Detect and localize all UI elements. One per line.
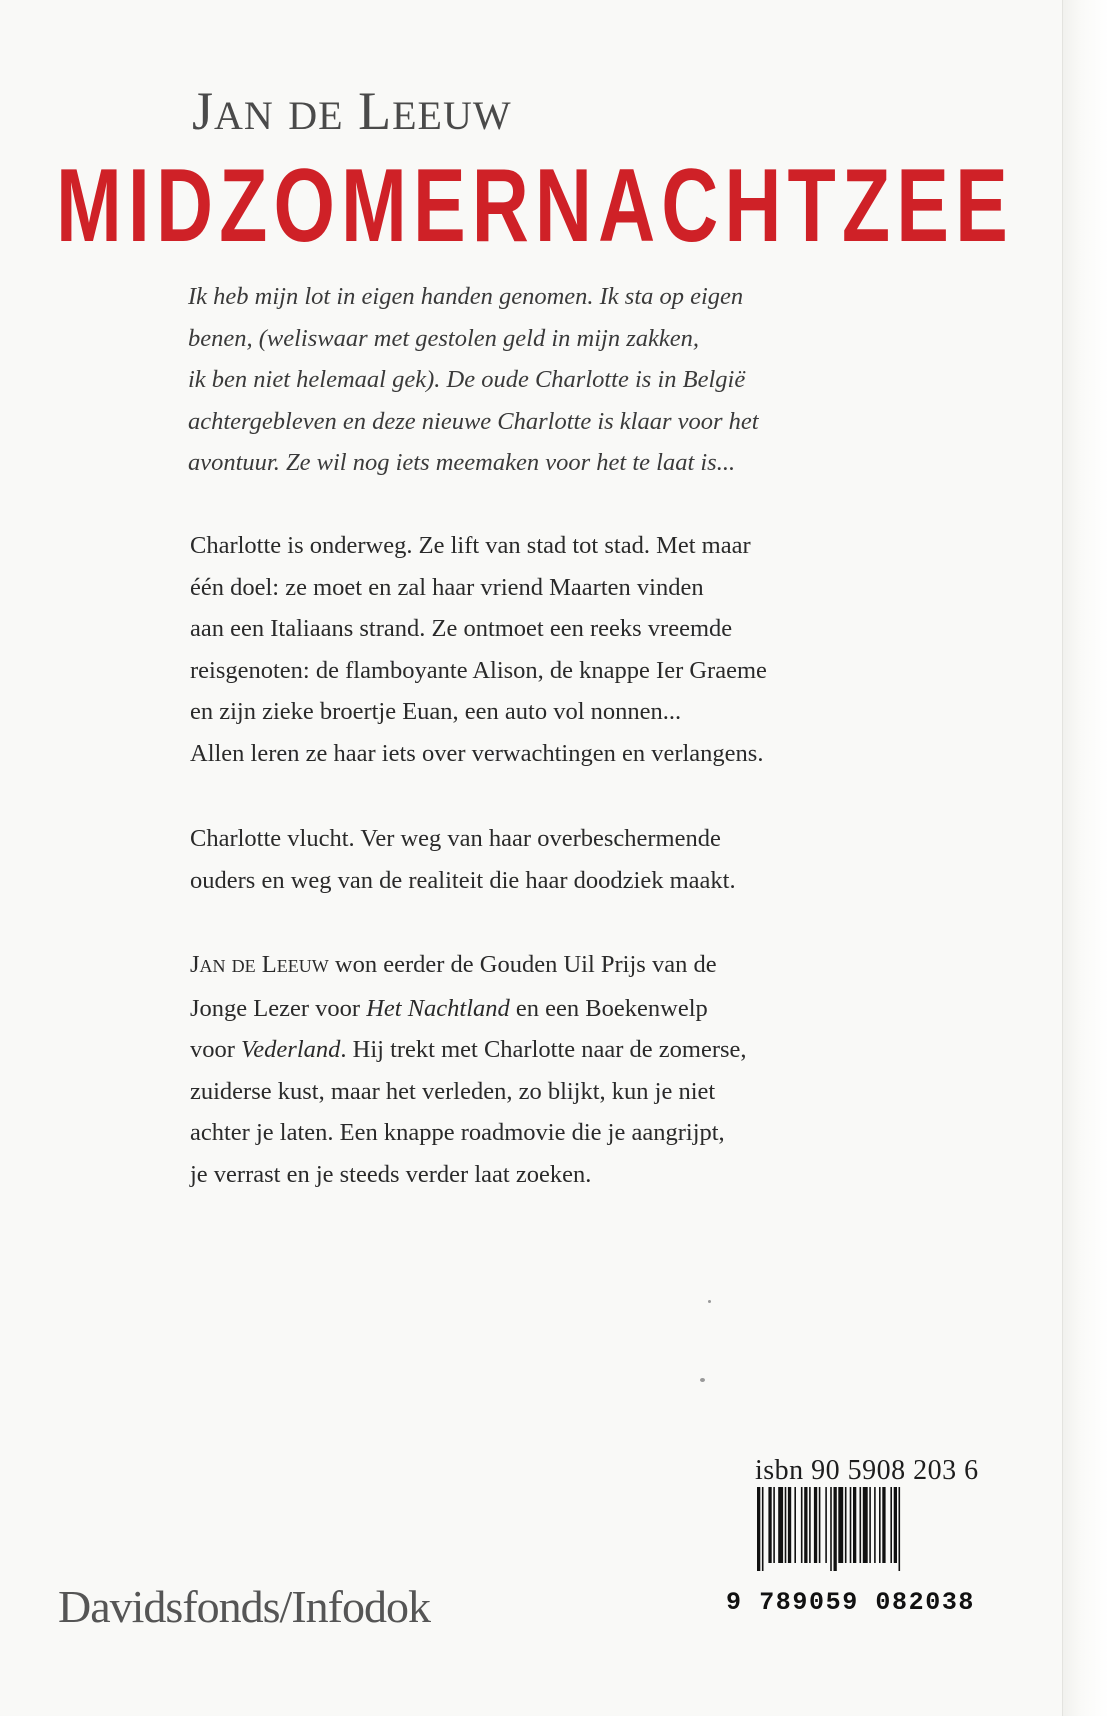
summary-line: Charlotte is onderweg. Ze lift van stad tot stad. Met maar — [190, 532, 751, 559]
page-edge — [1062, 0, 1109, 1716]
barcode-bar — [850, 1487, 852, 1563]
book-title-vederland: Vederland — [241, 1036, 341, 1063]
barcode-bar — [838, 1487, 843, 1563]
intro-line: benen, (weliswaar met gestolen geld in mijn zakken, — [188, 324, 699, 352]
barcode-bar — [853, 1487, 856, 1563]
summary-paragraph — [190, 525, 890, 774]
barcode-bar — [830, 1487, 832, 1571]
summary-line: Allen leren ze haar iets over verwachtingen en verlangens. — [190, 739, 764, 767]
barcode-bar — [801, 1487, 803, 1563]
summary-line: en zijn zieke broertje Euan, een auto vol nonnen... — [190, 698, 682, 725]
isbn-number: isbn 90 5908 203 6 — [755, 1455, 979, 1486]
barcode-bar — [869, 1487, 871, 1563]
barcode-bar — [768, 1487, 771, 1563]
barcode-bar — [804, 1487, 807, 1563]
barcode-bar — [845, 1487, 847, 1563]
escape-paragraph — [190, 818, 890, 901]
barcode-bar — [834, 1487, 837, 1571]
bio-line: zuiderse kust, maar het verleden, zo blijkt, kun je niet — [190, 1077, 716, 1105]
barcode-bar — [860, 1487, 862, 1563]
bio-line: voor Vederland. Hij trekt met Charlotte naar de zomerse, — [190, 1036, 747, 1063]
intro-line: Ik heb mijn lot in eigen handen genomen. Ik sta op eigen — [188, 283, 744, 310]
barcode-bar — [773, 1487, 775, 1563]
summary-line: één doel: ze moet en zal haar vriend Maarten vinden — [190, 573, 704, 601]
book-title: MIDZOMERNACHTZEE — [56, 148, 1014, 264]
barcode-bar — [819, 1487, 821, 1563]
barcode-bar — [814, 1487, 817, 1563]
barcode-bar — [879, 1487, 881, 1563]
barcode-bar — [863, 1487, 868, 1563]
barcode-bar — [894, 1487, 897, 1563]
barcode-bar — [762, 1487, 764, 1571]
escape-line: Charlotte vlucht. Ver weg van haar overbeschermende — [190, 825, 721, 852]
author-name: JAN DE LEEUW — [192, 81, 512, 141]
barcode — [755, 1487, 990, 1571]
intro-line: achtergebleven en deze nieuwe Charlotte is klaar voor het — [188, 407, 759, 435]
bio-line: JAN DE LEEUW won eerder de Gouden Uil Prijs van de — [190, 951, 717, 978]
bio-line: achter je laten. Een knappe roadmovie die je aangrijpt, — [190, 1119, 725, 1146]
barcode-bar — [899, 1487, 901, 1571]
barcode-bar — [757, 1487, 760, 1571]
bio-author-name: JAN DE LEEUW — [190, 951, 329, 978]
scan-speck — [708, 1300, 711, 1303]
barcode-bar — [874, 1487, 876, 1563]
barcode-bar — [785, 1487, 787, 1563]
escape-line: ouders en weg van de realiteit die haar doodziek maakt. — [190, 866, 736, 894]
intro-line: ik ben niet helemaal gek). De oude Charlotte is in België — [188, 366, 746, 393]
summary-line: reisgenoten: de flamboyante Alison, de knappe Ier Graeme — [190, 656, 767, 684]
intro-line: avontuur. Ze wil nog iets meemaken voor het te laat is... — [188, 449, 736, 476]
author-bio-paragraph — [190, 944, 890, 1195]
bio-line: je verrast en je steeds verder laat zoeken. — [190, 1160, 592, 1188]
barcode-bar — [825, 1487, 827, 1563]
barcode-bar — [890, 1487, 892, 1563]
bio-line: Jonge Lezer voor Het Nachtland en een Boekenwelp — [190, 994, 708, 1022]
book-title-het-nachtland: Het Nachtland — [366, 994, 510, 1022]
barcode-bar — [882, 1487, 885, 1563]
barcode-digits: 9 789059 082038 — [726, 1588, 976, 1617]
barcode-bar — [788, 1487, 791, 1563]
summary-line: aan een Italiaans strand. Ze ontmoet een reeks vreemde — [190, 615, 733, 642]
barcode-bar — [778, 1487, 783, 1563]
scan-speck — [700, 1378, 705, 1382]
intro-quote — [188, 276, 888, 484]
barcode-bar — [809, 1487, 811, 1563]
publisher-name: Davidsfonds/Infodok — [58, 1581, 430, 1632]
barcode-bar — [794, 1487, 796, 1563]
